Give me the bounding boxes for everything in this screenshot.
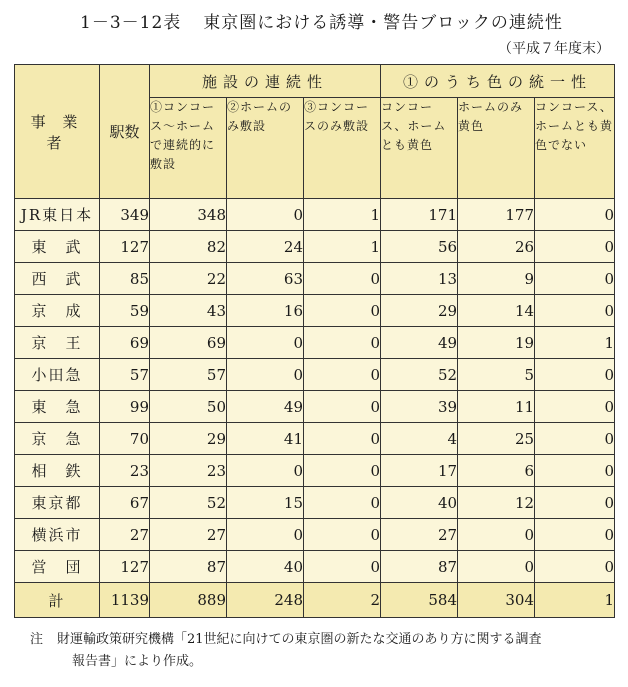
table-cell: 0 — [227, 455, 304, 487]
table-cell: 171 — [381, 199, 458, 231]
table-cell: 0 — [535, 263, 615, 295]
header-operator: 事 業 者 — [15, 65, 100, 199]
table-cell: 14 — [458, 295, 535, 327]
operator-name: 東京都 — [15, 487, 100, 519]
table-number: 1－3－12表 — [80, 13, 182, 33]
table-cell: 19 — [458, 327, 535, 359]
table-cell: 0 — [458, 551, 535, 583]
table-row — [15, 391, 615, 423]
table-cell: 0 — [304, 551, 381, 583]
header-sub-2: ②ホームのみ敷設 — [227, 98, 304, 199]
table-cell: 0 — [535, 199, 615, 231]
table-cell: 4 — [381, 423, 458, 455]
footnote-line-2: 報告書」により作成。 — [72, 654, 203, 669]
header-sub-3: ③コンコースのみ敷設 — [304, 98, 381, 199]
table-cell: 0 — [304, 487, 381, 519]
table-cell: 67 — [100, 487, 150, 519]
operator-name: 京 急 — [15, 423, 100, 455]
footnote-label: 注 — [30, 632, 44, 647]
table-date-note: （平成７年度末） — [498, 41, 610, 57]
table-title — [80, 8, 563, 33]
footnote-line-1: 財運輸政策研究機構「21世紀に向けての東京圏の新たな交通のあり方に関する調査 — [57, 632, 542, 647]
table-row — [15, 455, 615, 487]
table-title-text: 東京圏における誘導・警告ブロックの連続性 — [203, 13, 563, 33]
table-cell: 584 — [381, 583, 458, 618]
table-cell: 69 — [100, 327, 150, 359]
table-cell: 349 — [100, 199, 150, 231]
table-body — [15, 199, 615, 618]
table-header — [15, 65, 615, 199]
table-cell: 16 — [227, 295, 304, 327]
table-cell: 6 — [458, 455, 535, 487]
table-cell: 22 — [150, 263, 227, 295]
table-cell: 0 — [458, 519, 535, 551]
header-sub-1: ①コンコース～ホームで連続的に敷設 — [150, 98, 227, 199]
table-cell: 1 — [535, 327, 615, 359]
table-cell: 0 — [227, 327, 304, 359]
operator-name: 京 王 — [15, 327, 100, 359]
table-cell: 5 — [458, 359, 535, 391]
table-cell: 0 — [535, 487, 615, 519]
operator-name: 東 武 — [15, 231, 100, 263]
table-row — [15, 519, 615, 551]
table-cell: 304 — [458, 583, 535, 618]
operator-name: JR東日本 — [15, 199, 100, 231]
table-cell: 0 — [535, 359, 615, 391]
table-cell: 12 — [458, 487, 535, 519]
table-cell: 25 — [458, 423, 535, 455]
table-cell: 49 — [227, 391, 304, 423]
table-cell: 87 — [381, 551, 458, 583]
header-sub-5: ホームのみ黄色 — [458, 98, 535, 199]
table-cell: 9 — [458, 263, 535, 295]
table-cell: 0 — [304, 519, 381, 551]
header-sub-6: コンコース、ホームとも黄色でない — [535, 98, 615, 199]
table-cell: 49 — [381, 327, 458, 359]
table-row — [15, 231, 615, 263]
table-cell: 0 — [304, 327, 381, 359]
table-cell: 39 — [381, 391, 458, 423]
table-cell: 348 — [150, 199, 227, 231]
header-group-continuity: 施設の連続性 — [150, 65, 381, 98]
table-cell: 11 — [458, 391, 535, 423]
table-cell: 1139 — [100, 583, 150, 618]
table-cell: 13 — [381, 263, 458, 295]
table-cell: 87 — [150, 551, 227, 583]
table-cell: 0 — [227, 199, 304, 231]
table-cell: 29 — [150, 423, 227, 455]
table-cell: 24 — [227, 231, 304, 263]
data-table — [14, 64, 615, 618]
table-cell: 99 — [100, 391, 150, 423]
footnote — [30, 629, 620, 673]
table-cell: 0 — [535, 231, 615, 263]
operator-name: 小田急 — [15, 359, 100, 391]
table-cell: 0 — [304, 263, 381, 295]
operator-name: 横浜市 — [15, 519, 100, 551]
table-cell: 177 — [458, 199, 535, 231]
operator-name: 営 団 — [15, 551, 100, 583]
table-cell: 52 — [150, 487, 227, 519]
header-stations: 駅数 — [100, 65, 150, 199]
table-cell: 23 — [100, 455, 150, 487]
table-cell: 0 — [304, 359, 381, 391]
table-cell: 0 — [304, 455, 381, 487]
table-row — [15, 199, 615, 231]
table-cell: 63 — [227, 263, 304, 295]
table-cell: 0 — [535, 455, 615, 487]
operator-name: 東 急 — [15, 391, 100, 423]
table-cell: 889 — [150, 583, 227, 618]
table-cell: 27 — [100, 519, 150, 551]
operator-name: 京 成 — [15, 295, 100, 327]
table-row — [15, 487, 615, 519]
table-cell: 57 — [150, 359, 227, 391]
table-cell: 0 — [535, 391, 615, 423]
table-cell: 69 — [150, 327, 227, 359]
operator-name: 西 武 — [15, 263, 100, 295]
table-cell: 0 — [535, 295, 615, 327]
table-cell: 29 — [381, 295, 458, 327]
table-row — [15, 551, 615, 583]
table-cell: 0 — [304, 391, 381, 423]
table-cell: 57 — [100, 359, 150, 391]
header-group-color: ①のうち色の統一性 — [381, 65, 615, 98]
table-cell: 2 — [304, 583, 381, 618]
table-row-total — [15, 583, 615, 618]
table-cell: 85 — [100, 263, 150, 295]
operator-name: 計 — [15, 583, 100, 618]
table-cell: 43 — [150, 295, 227, 327]
table-row — [15, 263, 615, 295]
table-cell: 40 — [381, 487, 458, 519]
table-row — [15, 295, 615, 327]
table-cell: 1 — [304, 199, 381, 231]
operator-name: 相 鉄 — [15, 455, 100, 487]
table-cell: 0 — [227, 359, 304, 391]
table-cell: 59 — [100, 295, 150, 327]
table-row — [15, 423, 615, 455]
table-cell: 40 — [227, 551, 304, 583]
table-cell: 0 — [535, 519, 615, 551]
table-cell: 82 — [150, 231, 227, 263]
table-cell: 1 — [535, 583, 615, 618]
table-cell: 1 — [304, 231, 381, 263]
table-row — [15, 359, 615, 391]
table-cell: 27 — [150, 519, 227, 551]
table-cell: 70 — [100, 423, 150, 455]
table-cell: 0 — [304, 423, 381, 455]
table-cell: 23 — [150, 455, 227, 487]
table-cell: 52 — [381, 359, 458, 391]
header-sub-4: コンコース、ホームとも黄色 — [381, 98, 458, 199]
table-cell: 127 — [100, 231, 150, 263]
table-cell: 27 — [381, 519, 458, 551]
table-cell: 0 — [227, 519, 304, 551]
table-cell: 15 — [227, 487, 304, 519]
table-cell: 17 — [381, 455, 458, 487]
table-cell: 0 — [535, 551, 615, 583]
table-cell: 26 — [458, 231, 535, 263]
table-row — [15, 327, 615, 359]
table-cell: 0 — [535, 423, 615, 455]
table-cell: 127 — [100, 551, 150, 583]
table-cell: 41 — [227, 423, 304, 455]
table-cell: 50 — [150, 391, 227, 423]
table-cell: 0 — [304, 295, 381, 327]
table-cell: 248 — [227, 583, 304, 618]
table-cell: 56 — [381, 231, 458, 263]
